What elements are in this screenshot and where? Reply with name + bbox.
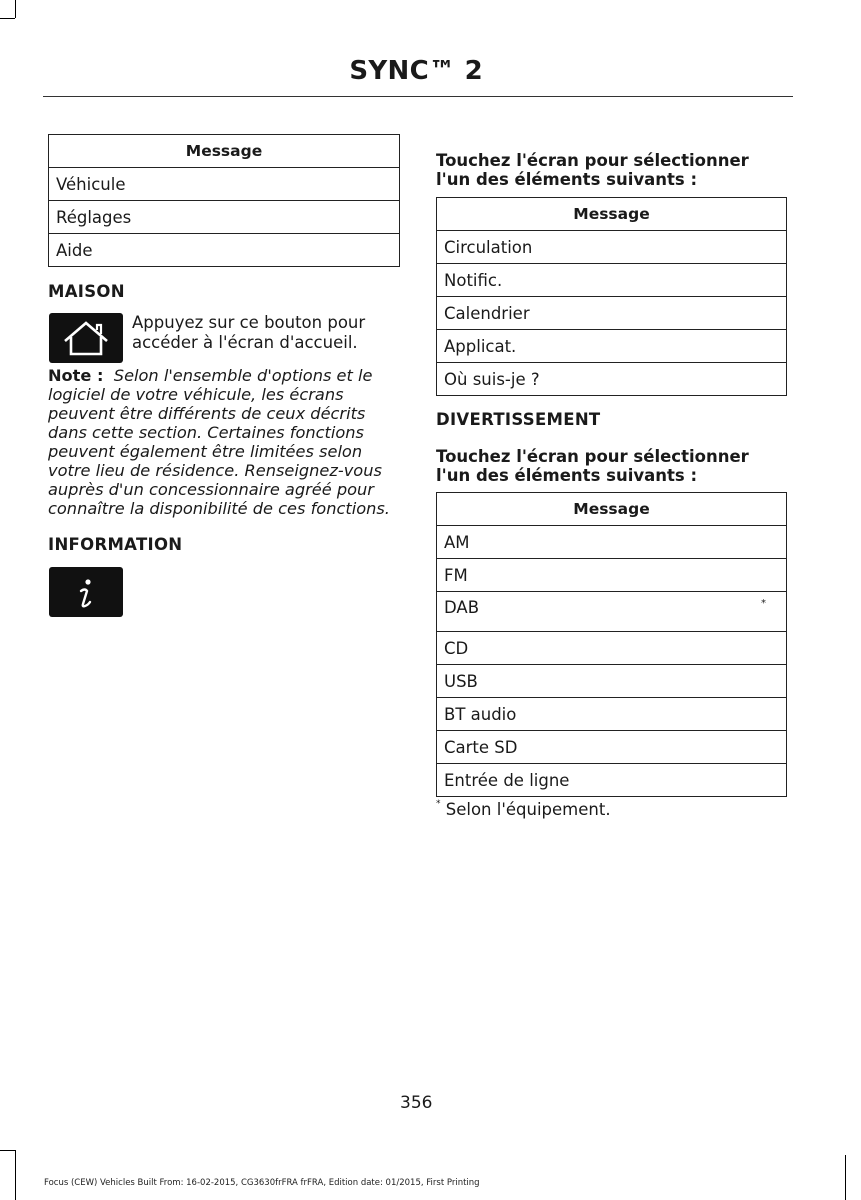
info-instruction: Touchez l'écran pour sélectionner l'un des éléments suivants :	[436, 151, 749, 189]
info-icon	[49, 567, 123, 617]
table-row: Réglages	[49, 201, 400, 234]
table-row-label: DAB	[444, 598, 480, 617]
note-text: Selon l'ensemble d'options et le logiciel de votre véhicule, les écrans peuvent être différents de ceux décrits dans cette section. Certaines fonctions peuvent également être limitées selon votre lieu de résidence. Renseignez-vous auprès d'un concessionnaire agréé pour connaître la disponibilité de ces fonctions.	[48, 366, 390, 518]
table-header: Message	[437, 493, 787, 526]
table-row: Véhicule	[49, 168, 400, 201]
page-title: SYNC™ 2	[349, 56, 483, 86]
table-header: Message	[49, 135, 400, 168]
table-row: Applicat.	[437, 330, 787, 363]
section-heading-divertissement: DIVERTISSEMENT	[436, 410, 601, 429]
table-row: Entrée de ligne	[437, 764, 787, 797]
table-row: Notific.	[437, 264, 787, 297]
crop-mark	[0, 1150, 15, 1151]
entertainment-instruction: Touchez l'écran pour sélectionner l'un des éléments suivants :	[436, 447, 749, 485]
section-heading-maison: MAISON	[48, 282, 125, 301]
crop-mark	[0, 18, 15, 19]
table-row: AM	[437, 526, 787, 559]
crop-mark	[15, 1150, 16, 1200]
table-row: Où suis-je ?	[437, 363, 787, 396]
footnote-text: Selon l'équipement.	[445, 800, 611, 819]
table-row: Aide	[49, 234, 400, 267]
footnote-marker: *	[436, 799, 441, 809]
note-label: Note :	[48, 366, 104, 385]
table-row: CD	[437, 632, 787, 665]
footnote-marker: *	[761, 598, 766, 609]
page-footer: Focus (CEW) Vehicles Built From: 16-02-2015, CG3630frFRA frFRA, Edition date: 01/2015, First Printing	[44, 1178, 480, 1188]
title-divider	[43, 96, 793, 97]
crop-mark	[15, 0, 16, 18]
information-button	[49, 567, 123, 617]
footnote	[436, 800, 611, 819]
table-row: FM	[437, 559, 787, 592]
message-table-left	[48, 134, 400, 267]
home-button	[49, 313, 123, 363]
table-row: Calendrier	[437, 297, 787, 330]
section-heading-information: INFORMATION	[48, 535, 183, 554]
message-table-entertainment	[436, 492, 787, 797]
crop-mark	[845, 1155, 846, 1200]
table-row: USB	[437, 665, 787, 698]
table-row: Carte SD	[437, 731, 787, 764]
table-header: Message	[437, 198, 787, 231]
page-number: 356	[400, 1093, 433, 1113]
home-button-description: Appuyez sur ce bouton pour accéder à l'écran d'accueil.	[132, 313, 366, 352]
note-paragraph	[48, 366, 404, 518]
table-row: BT audio	[437, 698, 787, 731]
table-row	[437, 592, 787, 632]
home-icon	[49, 313, 123, 363]
message-table-information	[436, 197, 787, 396]
table-row: Circulation	[437, 231, 787, 264]
